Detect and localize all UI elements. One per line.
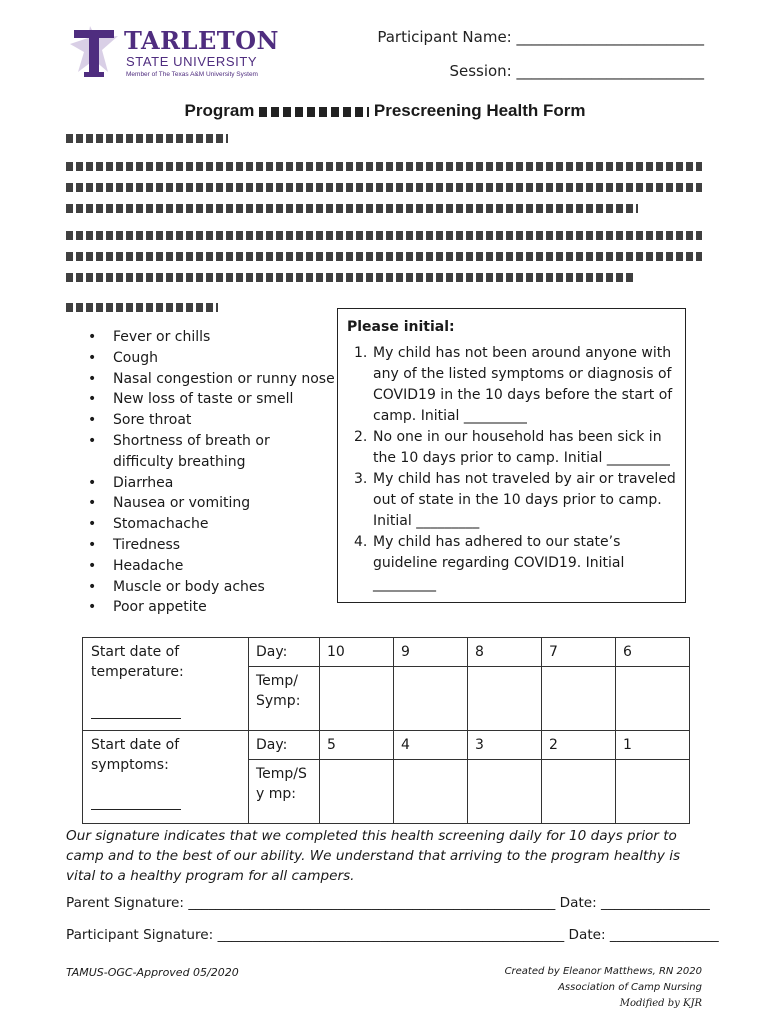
- temp-entry-cell[interactable]: [468, 667, 542, 731]
- item-text: No one in our household has been sick in the 10 days prior to camp. Initial _________: [373, 429, 670, 466]
- day-number: 10: [320, 638, 394, 667]
- garbled-line: [66, 252, 702, 261]
- association: Association of Camp Nursing: [558, 982, 702, 993]
- day-number: 3: [468, 731, 542, 760]
- day-number: 7: [542, 638, 616, 667]
- start-temp-cell[interactable]: [83, 638, 249, 731]
- symptom-list: [88, 327, 335, 618]
- garbled-line: [66, 183, 702, 192]
- item-number: 4.: [354, 534, 368, 550]
- day-number: 1: [616, 731, 690, 760]
- start-symp-line: [91, 809, 181, 810]
- temp-entry-cell[interactable]: [542, 667, 616, 731]
- symptom-item: • Shortness of breath or difficulty breathing: [88, 431, 323, 473]
- symptom-item: • Cough: [88, 348, 335, 369]
- symptom-item: • Nausea or vomiting: [88, 493, 335, 514]
- temp-entry-cell[interactable]: [320, 667, 394, 731]
- day-number: 9: [394, 638, 468, 667]
- garbled-line: [66, 134, 228, 143]
- start-temp-line: [91, 718, 181, 719]
- item-number: 1.: [354, 345, 368, 361]
- signature-statement: Our signature indicates that we completed this health screening daily for 10 days prior to camp and to the best of our ability. We understand that arriving to the program healthy is vital to a healthy program for all campers.: [66, 828, 681, 884]
- start-symp-cell[interactable]: [83, 731, 249, 824]
- item-text: My child has adhered to our state’s guideline regarding COVID19. Initial _________: [373, 534, 625, 592]
- symptom-item: • Headache: [88, 556, 335, 577]
- created-by: Created by Eleanor Matthews, RN 2020: [504, 966, 702, 977]
- logo-name: TARLETON: [124, 26, 279, 55]
- day-number: 6: [616, 638, 690, 667]
- day-number: 5: [320, 731, 394, 760]
- symptom-item: • Stomachache: [88, 514, 335, 535]
- initial-box: [337, 308, 686, 603]
- initial-item[interactable]: [347, 469, 676, 532]
- initial-list: [347, 343, 676, 595]
- participant-signature-line[interactable]: Participant Signature: ___________________________________________________ Date: ________________: [66, 927, 719, 943]
- initial-heading: Please initial:: [347, 319, 455, 335]
- garbled-line: [66, 204, 638, 213]
- day-label: Day:: [249, 638, 320, 667]
- temp-symptom-table: [82, 637, 690, 824]
- day-number: 4: [394, 731, 468, 760]
- participant-name-field[interactable]: Participant Name: _________________________: [377, 28, 704, 46]
- initial-item[interactable]: [347, 532, 676, 595]
- tarleton-t-star-icon: [66, 24, 122, 80]
- temp-entry-cell[interactable]: [394, 667, 468, 731]
- day-number: 8: [468, 638, 542, 667]
- symptom-item: • Tiredness: [88, 535, 335, 556]
- logo-subtitle: STATE UNIVERSITY: [126, 54, 258, 69]
- day-number: 2: [542, 731, 616, 760]
- item-number: 3.: [354, 471, 368, 487]
- approval-note: TAMUS-OGC-Approved 05/2020: [66, 966, 239, 979]
- initial-item[interactable]: [347, 427, 676, 469]
- item-text: My child has not traveled by air or traveled out of state in the 10 days prior to camp. Initial _________: [373, 471, 676, 529]
- symptom-item: • Fever or chills: [88, 327, 335, 348]
- start-temp-label: Start date of temperature:: [91, 644, 184, 680]
- logo-tagline: Member of The Texas A&M University System: [126, 71, 258, 78]
- temp-entry-cell[interactable]: [394, 760, 468, 824]
- temp-entry-cell[interactable]: [616, 667, 690, 731]
- initial-item[interactable]: [347, 343, 676, 427]
- garbled-line: [66, 162, 702, 171]
- symptom-item: • Sore throat: [88, 410, 335, 431]
- temp-entry-cell[interactable]: [542, 760, 616, 824]
- tarleton-logo: [66, 22, 279, 84]
- day-label: Day:: [249, 731, 320, 760]
- garbled-line: [66, 303, 218, 312]
- parent-signature-line[interactable]: Parent Signature: ______________________________________________________ Date: ________________: [66, 895, 710, 911]
- symptom-item: • Diarrhea: [88, 473, 335, 494]
- symptom-item: • New loss of taste or smell: [88, 389, 335, 410]
- symptom-item: • Nasal congestion or runny nose: [88, 369, 335, 390]
- title-end: Prescreening Health Form: [373, 101, 586, 120]
- symptom-item: • Poor appetite: [88, 597, 335, 618]
- garbled-line: [66, 273, 636, 282]
- temp-entry-cell[interactable]: [616, 760, 690, 824]
- title-garbled: [259, 107, 369, 117]
- temp-entry-cell[interactable]: [320, 760, 394, 824]
- start-symp-label: Start date of symptoms:: [91, 737, 180, 773]
- symptom-item: • Muscle or body aches: [88, 577, 335, 598]
- session-field[interactable]: Session: _________________________: [449, 62, 704, 80]
- footer-credits: [505, 964, 702, 1012]
- modified-by: Modified by KJR: [619, 998, 702, 1009]
- temp-symp-label: Temp/ Symp:: [249, 667, 320, 731]
- form-title: [0, 101, 770, 121]
- title-start: Program: [184, 101, 255, 120]
- item-text: My child has not been around anyone with any of the listed symptoms or diagnosis of COVID19 in the 10 days before the start of camp. Initial _________: [373, 345, 673, 424]
- item-number: 2.: [354, 429, 368, 445]
- temp-entry-cell[interactable]: [468, 760, 542, 824]
- temp-symp-label: Temp/Sy mp:: [249, 760, 320, 824]
- garbled-line: [66, 231, 702, 240]
